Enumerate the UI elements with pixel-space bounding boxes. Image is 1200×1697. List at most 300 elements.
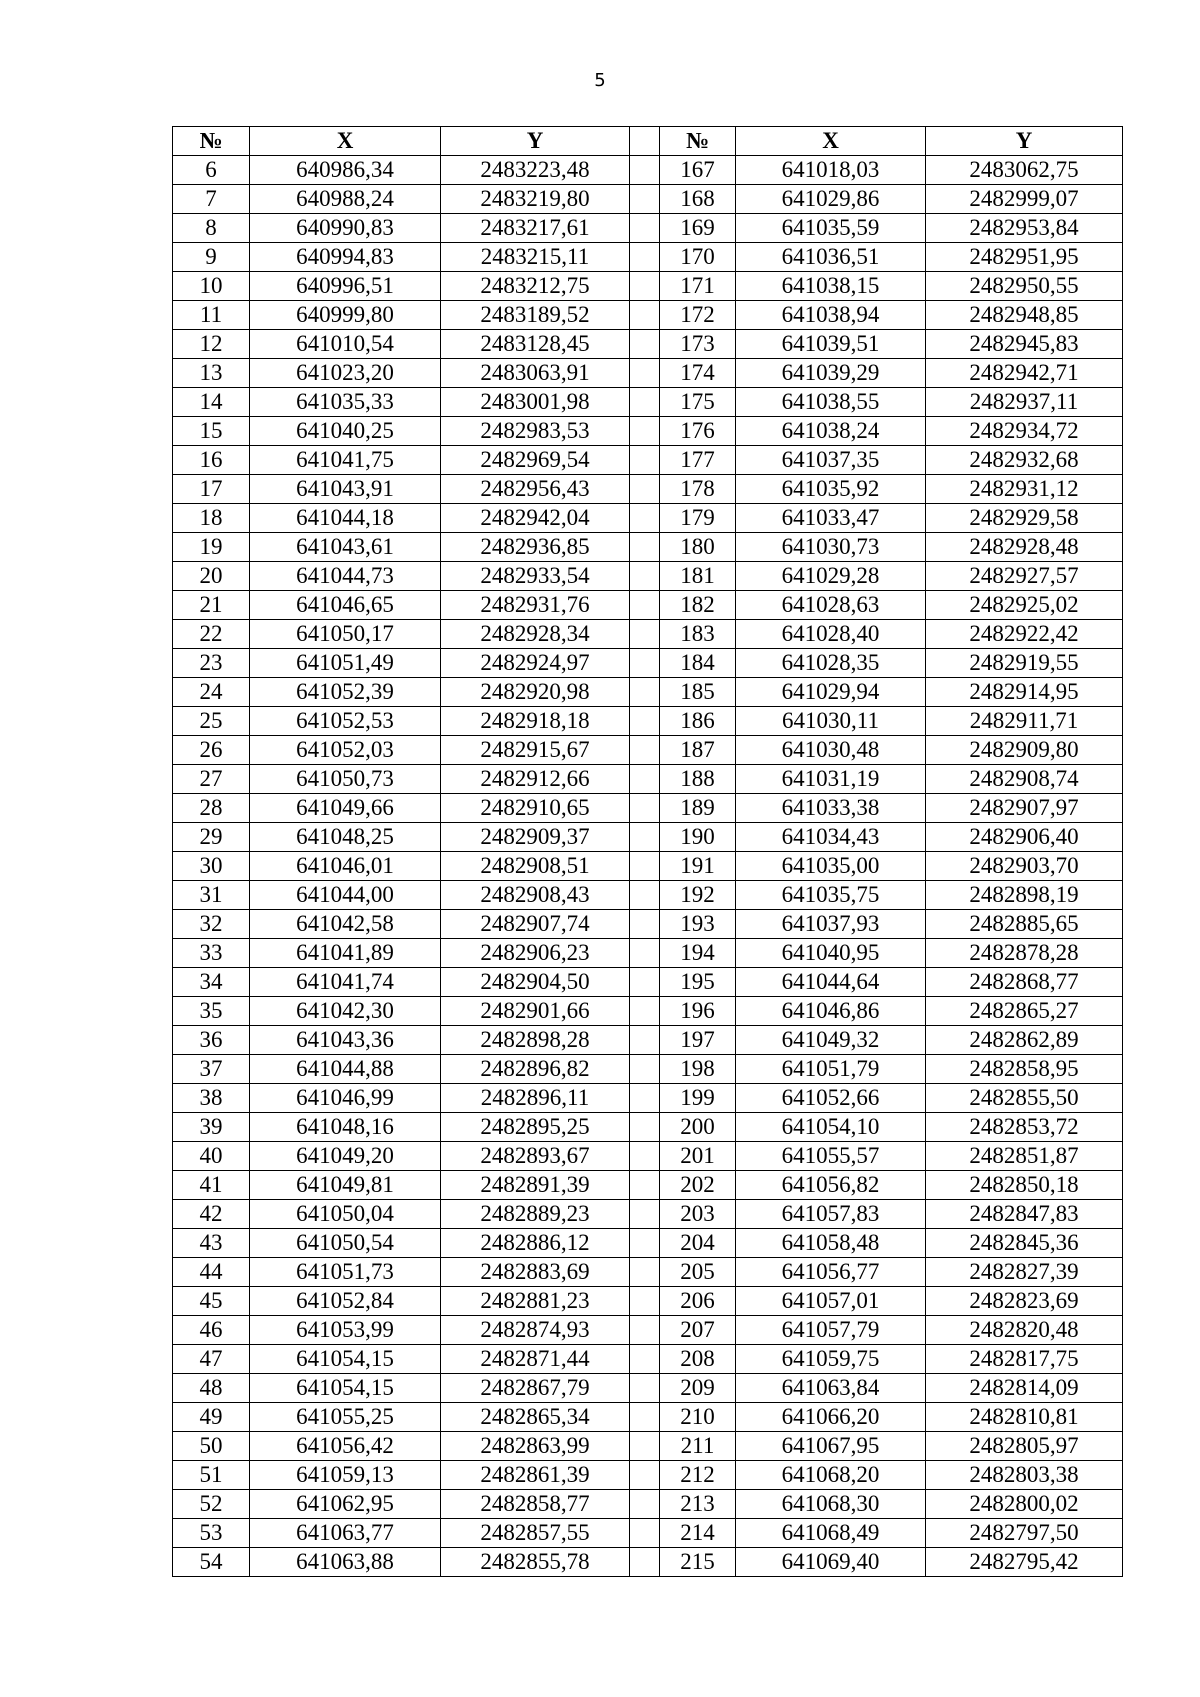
table-row [173, 1287, 1123, 1316]
y-coordinate-left: 2482896,82 [441, 1055, 630, 1084]
point-number-right: 190 [660, 823, 736, 852]
point-number-right: 196 [660, 997, 736, 1026]
x-coordinate-left: 640990,83 [250, 214, 441, 243]
table-row [173, 301, 1123, 330]
x-coordinate-right: 641037,35 [736, 446, 926, 475]
point-number-right: 213 [660, 1490, 736, 1519]
x-coordinate-right: 641031,19 [736, 765, 926, 794]
table-row [173, 1200, 1123, 1229]
point-number-left: 38 [173, 1084, 250, 1113]
table-row [173, 1432, 1123, 1461]
point-number-left: 17 [173, 475, 250, 504]
x-coordinate-left: 641063,77 [250, 1519, 441, 1548]
y-coordinate-left: 2482931,76 [441, 591, 630, 620]
point-number-left: 25 [173, 707, 250, 736]
point-number-left: 48 [173, 1374, 250, 1403]
table-row [173, 1461, 1123, 1490]
point-number-left: 29 [173, 823, 250, 852]
x-coordinate-right: 641037,93 [736, 910, 926, 939]
gap-cell [630, 1258, 660, 1287]
y-coordinate-right: 2482948,85 [926, 301, 1123, 330]
y-coordinate-right: 2482878,28 [926, 939, 1123, 968]
table-row [173, 1345, 1123, 1374]
x-coordinate-right: 641035,75 [736, 881, 926, 910]
table-row [173, 533, 1123, 562]
y-coordinate-right: 2482929,58 [926, 504, 1123, 533]
gap-cell [630, 1229, 660, 1258]
x-coordinate-right: 641029,94 [736, 678, 926, 707]
x-coordinate-right: 641044,64 [736, 968, 926, 997]
gap-cell [630, 446, 660, 475]
x-coordinate-left: 641052,53 [250, 707, 441, 736]
point-number-right: 169 [660, 214, 736, 243]
gap-cell [630, 1113, 660, 1142]
y-coordinate-right: 2482942,71 [926, 359, 1123, 388]
table-row [173, 881, 1123, 910]
point-number-left: 47 [173, 1345, 250, 1374]
x-coordinate-right: 641028,40 [736, 620, 926, 649]
x-coordinate-left: 641052,39 [250, 678, 441, 707]
table-row [173, 1490, 1123, 1519]
gap-cell [630, 562, 660, 591]
y-coordinate-left: 2482909,37 [441, 823, 630, 852]
point-number-right: 202 [660, 1171, 736, 1200]
y-coordinate-left: 2482889,23 [441, 1200, 630, 1229]
y-coordinate-left: 2482912,66 [441, 765, 630, 794]
table-row [173, 939, 1123, 968]
point-number-right: 189 [660, 794, 736, 823]
x-coordinate-left: 640994,83 [250, 243, 441, 272]
gap-cell [630, 359, 660, 388]
table-row [173, 1142, 1123, 1171]
y-coordinate-left: 2482907,74 [441, 910, 630, 939]
point-number-right: 209 [660, 1374, 736, 1403]
y-coordinate-right: 2482862,89 [926, 1026, 1123, 1055]
point-number-right: 185 [660, 678, 736, 707]
point-number-left: 23 [173, 649, 250, 678]
table-row [173, 185, 1123, 214]
x-coordinate-right: 641068,20 [736, 1461, 926, 1490]
x-coordinate-left: 641043,36 [250, 1026, 441, 1055]
table-row [173, 156, 1123, 185]
point-number-right: 173 [660, 330, 736, 359]
point-number-left: 50 [173, 1432, 250, 1461]
gap-cell [630, 504, 660, 533]
x-coordinate-left: 641050,17 [250, 620, 441, 649]
point-number-left: 45 [173, 1287, 250, 1316]
y-coordinate-right: 2482909,80 [926, 736, 1123, 765]
table-row [173, 997, 1123, 1026]
y-coordinate-right: 2482885,65 [926, 910, 1123, 939]
x-coordinate-right: 641038,94 [736, 301, 926, 330]
y-coordinate-left: 2483212,75 [441, 272, 630, 301]
gap-cell [630, 1200, 660, 1229]
x-coordinate-right: 641038,24 [736, 417, 926, 446]
header-num-left: № [173, 127, 250, 156]
gap-cell [630, 1548, 660, 1577]
y-coordinate-right: 2482827,39 [926, 1258, 1123, 1287]
table-row [173, 1258, 1123, 1287]
point-number-right: 174 [660, 359, 736, 388]
y-coordinate-right: 2482820,48 [926, 1316, 1123, 1345]
table-row [173, 1171, 1123, 1200]
point-number-right: 184 [660, 649, 736, 678]
gap-cell [630, 475, 660, 504]
y-coordinate-left: 2482936,85 [441, 533, 630, 562]
gap-cell [630, 678, 660, 707]
x-coordinate-right: 641030,48 [736, 736, 926, 765]
x-coordinate-right: 641028,63 [736, 591, 926, 620]
y-coordinate-right: 2482853,72 [926, 1113, 1123, 1142]
point-number-left: 54 [173, 1548, 250, 1577]
x-coordinate-right: 641030,73 [736, 533, 926, 562]
table-row [173, 1519, 1123, 1548]
x-coordinate-right: 641035,59 [736, 214, 926, 243]
table-row [173, 1113, 1123, 1142]
point-number-left: 31 [173, 881, 250, 910]
point-number-right: 178 [660, 475, 736, 504]
point-number-right: 181 [660, 562, 736, 591]
table-row [173, 446, 1123, 475]
y-coordinate-left: 2483128,45 [441, 330, 630, 359]
point-number-right: 180 [660, 533, 736, 562]
table-row [173, 765, 1123, 794]
y-coordinate-left: 2483001,98 [441, 388, 630, 417]
y-coordinate-left: 2482908,51 [441, 852, 630, 881]
y-coordinate-left: 2482891,39 [441, 1171, 630, 1200]
x-coordinate-left: 641042,30 [250, 997, 441, 1026]
y-coordinate-right: 2482850,18 [926, 1171, 1123, 1200]
point-number-left: 27 [173, 765, 250, 794]
y-coordinate-right: 2482908,74 [926, 765, 1123, 794]
x-coordinate-right: 641052,66 [736, 1084, 926, 1113]
point-number-left: 42 [173, 1200, 250, 1229]
y-coordinate-right: 2482903,70 [926, 852, 1123, 881]
point-number-right: 203 [660, 1200, 736, 1229]
point-number-left: 41 [173, 1171, 250, 1200]
table-header-row [173, 127, 1123, 156]
point-number-right: 199 [660, 1084, 736, 1113]
table-row [173, 272, 1123, 301]
point-number-left: 10 [173, 272, 250, 301]
gap-cell [630, 214, 660, 243]
point-number-left: 34 [173, 968, 250, 997]
x-coordinate-left: 641049,20 [250, 1142, 441, 1171]
gap-cell [630, 185, 660, 214]
gap-cell [630, 1403, 660, 1432]
table-row [173, 330, 1123, 359]
gap-cell [630, 272, 660, 301]
y-coordinate-right: 2482999,07 [926, 185, 1123, 214]
gap-cell [630, 1171, 660, 1200]
point-number-left: 35 [173, 997, 250, 1026]
gap-cell [630, 794, 660, 823]
point-number-left: 11 [173, 301, 250, 330]
x-coordinate-right: 641067,95 [736, 1432, 926, 1461]
x-coordinate-left: 641046,65 [250, 591, 441, 620]
gap-cell [630, 301, 660, 330]
y-coordinate-left: 2482928,34 [441, 620, 630, 649]
x-coordinate-right: 641057,01 [736, 1287, 926, 1316]
gap-cell [630, 1345, 660, 1374]
point-number-right: 195 [660, 968, 736, 997]
y-coordinate-left: 2482969,54 [441, 446, 630, 475]
gap-cell [630, 1432, 660, 1461]
table-row [173, 388, 1123, 417]
point-number-left: 40 [173, 1142, 250, 1171]
gap-cell [630, 1316, 660, 1345]
point-number-right: 171 [660, 272, 736, 301]
header-y-right: Y [926, 127, 1123, 156]
table-row [173, 649, 1123, 678]
table-row [173, 359, 1123, 388]
point-number-left: 33 [173, 939, 250, 968]
y-coordinate-right: 2482855,50 [926, 1084, 1123, 1113]
x-coordinate-left: 641040,25 [250, 417, 441, 446]
y-coordinate-left: 2482874,93 [441, 1316, 630, 1345]
x-coordinate-right: 641040,95 [736, 939, 926, 968]
point-number-right: 177 [660, 446, 736, 475]
gap-cell [630, 1519, 660, 1548]
point-number-left: 22 [173, 620, 250, 649]
point-number-left: 28 [173, 794, 250, 823]
gap-cell [630, 881, 660, 910]
y-coordinate-right: 2482907,97 [926, 794, 1123, 823]
header-x-left: X [250, 127, 441, 156]
y-coordinate-right: 2482803,38 [926, 1461, 1123, 1490]
x-coordinate-left: 641044,88 [250, 1055, 441, 1084]
point-number-right: 211 [660, 1432, 736, 1461]
y-coordinate-left: 2482881,23 [441, 1287, 630, 1316]
x-coordinate-right: 641055,57 [736, 1142, 926, 1171]
point-number-left: 14 [173, 388, 250, 417]
gap-cell [630, 417, 660, 446]
y-coordinate-right: 2482851,87 [926, 1142, 1123, 1171]
x-coordinate-left: 641046,99 [250, 1084, 441, 1113]
x-coordinate-left: 641054,15 [250, 1374, 441, 1403]
table-row [173, 417, 1123, 446]
point-number-left: 12 [173, 330, 250, 359]
gap-cell [630, 1026, 660, 1055]
x-coordinate-right: 641051,79 [736, 1055, 926, 1084]
y-coordinate-left: 2482855,78 [441, 1548, 630, 1577]
point-number-left: 9 [173, 243, 250, 272]
y-coordinate-right: 2482925,02 [926, 591, 1123, 620]
table-row [173, 968, 1123, 997]
point-number-right: 167 [660, 156, 736, 185]
point-number-left: 13 [173, 359, 250, 388]
x-coordinate-right: 641036,51 [736, 243, 926, 272]
y-coordinate-right: 2482868,77 [926, 968, 1123, 997]
gap-cell [630, 330, 660, 359]
point-number-right: 175 [660, 388, 736, 417]
x-coordinate-right: 641068,49 [736, 1519, 926, 1548]
x-coordinate-right: 641018,03 [736, 156, 926, 185]
x-coordinate-left: 641044,73 [250, 562, 441, 591]
point-number-left: 36 [173, 1026, 250, 1055]
point-number-right: 172 [660, 301, 736, 330]
y-coordinate-left: 2482863,99 [441, 1432, 630, 1461]
point-number-right: 170 [660, 243, 736, 272]
gap-cell [630, 591, 660, 620]
gap-cell [630, 156, 660, 185]
point-number-right: 179 [660, 504, 736, 533]
y-coordinate-left: 2482942,04 [441, 504, 630, 533]
y-coordinate-left: 2482867,79 [441, 1374, 630, 1403]
x-coordinate-left: 640988,24 [250, 185, 441, 214]
point-number-left: 26 [173, 736, 250, 765]
table-row [173, 910, 1123, 939]
point-number-left: 30 [173, 852, 250, 881]
y-coordinate-left: 2482956,43 [441, 475, 630, 504]
y-coordinate-left: 2483217,61 [441, 214, 630, 243]
gap-cell [630, 968, 660, 997]
coordinates-table [172, 126, 1123, 1577]
point-number-left: 51 [173, 1461, 250, 1490]
gap-cell [630, 1490, 660, 1519]
x-coordinate-right: 641038,15 [736, 272, 926, 301]
x-coordinate-left: 641041,89 [250, 939, 441, 968]
x-coordinate-right: 641068,30 [736, 1490, 926, 1519]
table-row [173, 736, 1123, 765]
x-coordinate-right: 641059,75 [736, 1345, 926, 1374]
y-coordinate-left: 2482904,50 [441, 968, 630, 997]
table-row [173, 794, 1123, 823]
y-coordinate-left: 2483189,52 [441, 301, 630, 330]
x-coordinate-left: 641042,58 [250, 910, 441, 939]
point-number-right: 192 [660, 881, 736, 910]
x-coordinate-right: 641046,86 [736, 997, 926, 1026]
x-coordinate-right: 641049,32 [736, 1026, 926, 1055]
point-number-left: 44 [173, 1258, 250, 1287]
gap-cell [630, 765, 660, 794]
x-coordinate-left: 641052,84 [250, 1287, 441, 1316]
table-row [173, 475, 1123, 504]
page-number: 5 [594, 70, 606, 91]
gap-cell [630, 823, 660, 852]
y-coordinate-left: 2482896,11 [441, 1084, 630, 1113]
point-number-left: 52 [173, 1490, 250, 1519]
table-row [173, 620, 1123, 649]
y-coordinate-left: 2482898,28 [441, 1026, 630, 1055]
x-coordinate-left: 641010,54 [250, 330, 441, 359]
y-coordinate-right: 2482823,69 [926, 1287, 1123, 1316]
point-number-left: 16 [173, 446, 250, 475]
gap-cell [630, 852, 660, 881]
x-coordinate-right: 641034,43 [736, 823, 926, 852]
table-row [173, 1403, 1123, 1432]
y-coordinate-right: 2482911,71 [926, 707, 1123, 736]
x-coordinate-right: 641069,40 [736, 1548, 926, 1577]
gap-cell [630, 1287, 660, 1316]
y-coordinate-left: 2482895,25 [441, 1113, 630, 1142]
gap-cell [630, 243, 660, 272]
y-coordinate-right: 2482906,40 [926, 823, 1123, 852]
x-coordinate-left: 641049,81 [250, 1171, 441, 1200]
x-coordinate-left: 641056,42 [250, 1432, 441, 1461]
y-coordinate-left: 2482883,69 [441, 1258, 630, 1287]
x-coordinate-right: 641039,51 [736, 330, 926, 359]
y-coordinate-right: 2482928,48 [926, 533, 1123, 562]
y-coordinate-left: 2482908,43 [441, 881, 630, 910]
x-coordinate-right: 641056,82 [736, 1171, 926, 1200]
x-coordinate-right: 641038,55 [736, 388, 926, 417]
y-coordinate-right: 2482914,95 [926, 678, 1123, 707]
y-coordinate-left: 2483215,11 [441, 243, 630, 272]
x-coordinate-left: 641043,61 [250, 533, 441, 562]
y-coordinate-left: 2482901,66 [441, 997, 630, 1026]
x-coordinate-left: 641046,01 [250, 852, 441, 881]
point-number-left: 7 [173, 185, 250, 214]
table-row [173, 1055, 1123, 1084]
x-coordinate-left: 641041,74 [250, 968, 441, 997]
x-coordinate-right: 641029,28 [736, 562, 926, 591]
y-coordinate-right: 2483062,75 [926, 156, 1123, 185]
table-row [173, 562, 1123, 591]
x-coordinate-left: 641051,73 [250, 1258, 441, 1287]
table-row [173, 504, 1123, 533]
x-coordinate-left: 641051,49 [250, 649, 441, 678]
x-coordinate-right: 641033,47 [736, 504, 926, 533]
y-coordinate-left: 2482893,67 [441, 1142, 630, 1171]
y-coordinate-left: 2482910,65 [441, 794, 630, 823]
point-number-right: 204 [660, 1229, 736, 1258]
point-number-left: 43 [173, 1229, 250, 1258]
point-number-right: 210 [660, 1403, 736, 1432]
point-number-right: 215 [660, 1548, 736, 1577]
gap-cell [630, 1374, 660, 1403]
table-row [173, 591, 1123, 620]
x-coordinate-right: 641039,29 [736, 359, 926, 388]
point-number-left: 21 [173, 591, 250, 620]
y-coordinate-right: 2482805,97 [926, 1432, 1123, 1461]
table-row [173, 1229, 1123, 1258]
gap-cell [630, 1461, 660, 1490]
y-coordinate-right: 2482922,42 [926, 620, 1123, 649]
x-coordinate-left: 641035,33 [250, 388, 441, 417]
point-number-right: 168 [660, 185, 736, 214]
table-row [173, 1548, 1123, 1577]
x-coordinate-right: 641057,83 [736, 1200, 926, 1229]
point-number-right: 208 [660, 1345, 736, 1374]
table-row [173, 214, 1123, 243]
y-coordinate-right: 2482937,11 [926, 388, 1123, 417]
header-gap [630, 127, 660, 156]
gap-cell [630, 736, 660, 765]
point-number-right: 188 [660, 765, 736, 794]
x-coordinate-left: 641062,95 [250, 1490, 441, 1519]
gap-cell [630, 997, 660, 1026]
x-coordinate-left: 641048,25 [250, 823, 441, 852]
x-coordinate-right: 641057,79 [736, 1316, 926, 1345]
gap-cell [630, 910, 660, 939]
x-coordinate-left: 641023,20 [250, 359, 441, 388]
y-coordinate-left: 2482915,67 [441, 736, 630, 765]
y-coordinate-left: 2482861,39 [441, 1461, 630, 1490]
y-coordinate-right: 2482847,83 [926, 1200, 1123, 1229]
y-coordinate-left: 2482983,53 [441, 417, 630, 446]
x-coordinate-left: 641050,73 [250, 765, 441, 794]
y-coordinate-right: 2482945,83 [926, 330, 1123, 359]
point-number-left: 20 [173, 562, 250, 591]
x-coordinate-left: 641059,13 [250, 1461, 441, 1490]
y-coordinate-right: 2482814,09 [926, 1374, 1123, 1403]
x-coordinate-left: 641055,25 [250, 1403, 441, 1432]
x-coordinate-left: 641050,04 [250, 1200, 441, 1229]
y-coordinate-left: 2482858,77 [441, 1490, 630, 1519]
table-row [173, 1026, 1123, 1055]
point-number-right: 207 [660, 1316, 736, 1345]
